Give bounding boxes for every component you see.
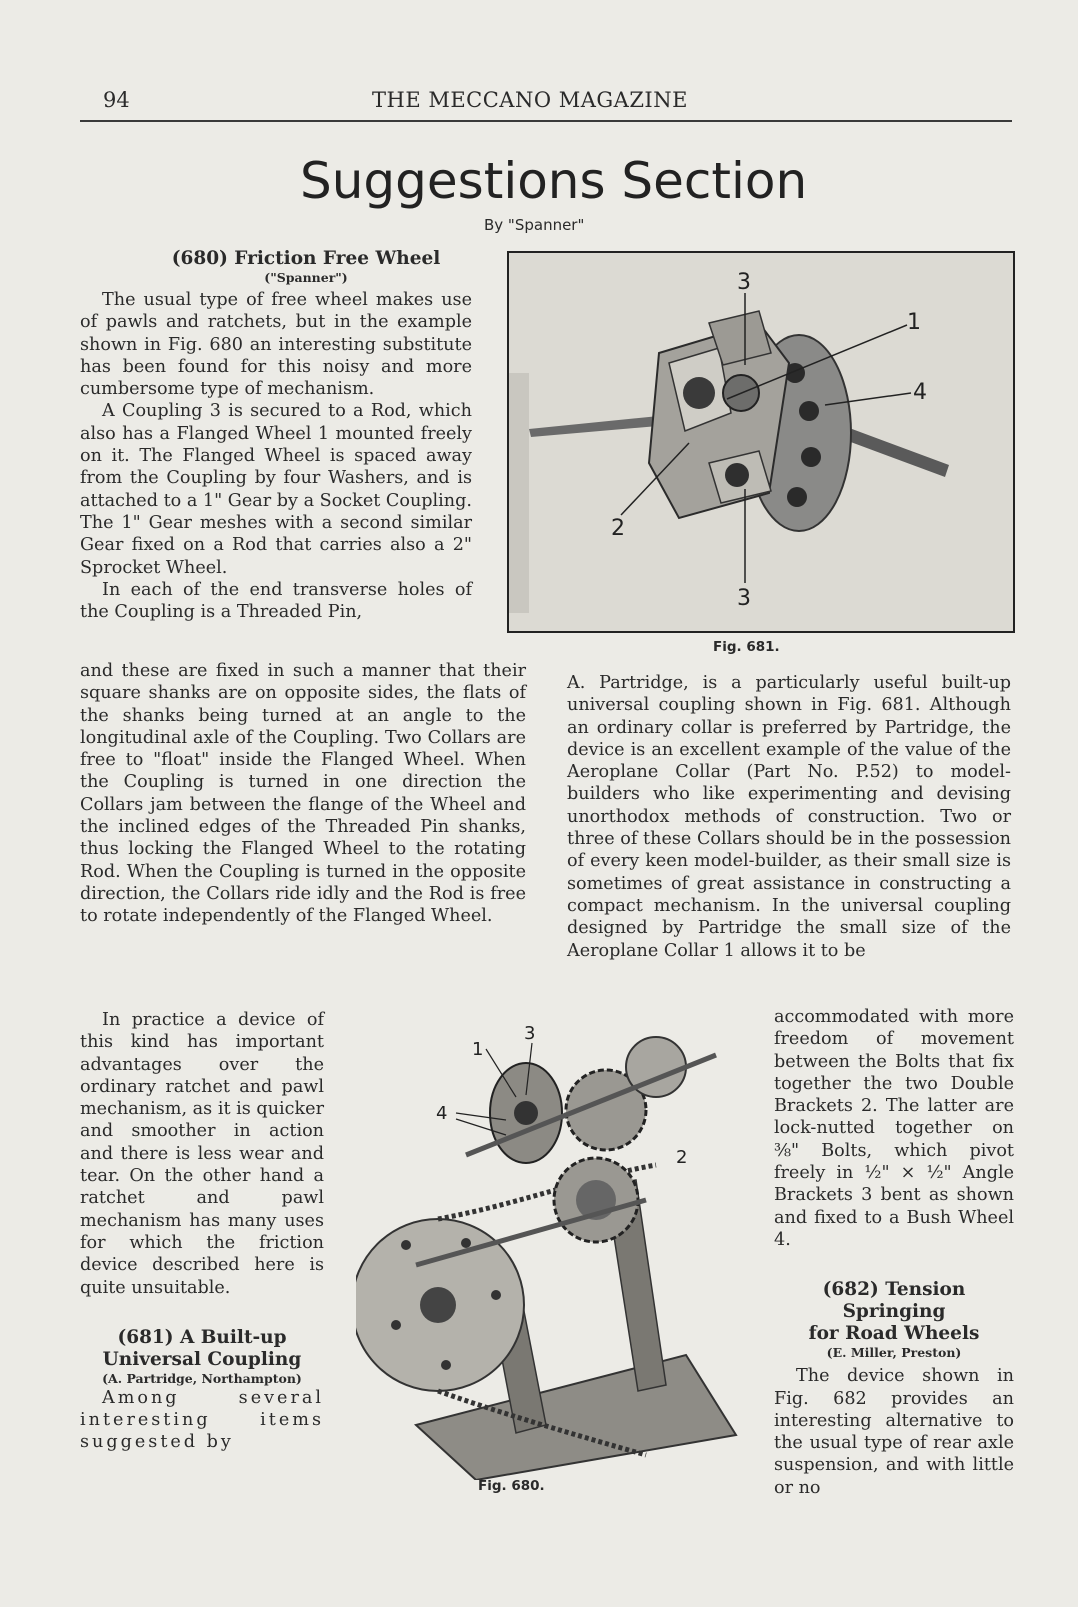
section-681-heading-1: (681) A Built-up xyxy=(117,1326,287,1348)
section-682-heading-1: (682) Tension Springing xyxy=(822,1279,966,1323)
universal-coupling-illustration xyxy=(509,253,1013,631)
section-680-p2: A Coupling 3 is secured to a Rod, which also has a Flanged Wheel 1 mounted freely on it. The Flanged Wheel is spaced away from the Coupling by four Washers, and is attached to a 1" Gear by a Socket Coupling. The 1" Gear meshes with a second similar Gear fixed on a Rod that carries also a 2" Sprocket Wheel. xyxy=(80,401,472,578)
section-680-bottom xyxy=(80,1009,324,1454)
section-680-top xyxy=(80,248,472,623)
section-681-p1c: accommodated with more freedom of movement between the Bolts that fix together the two Double Brackets 2. The latter are lock-nutted together on ⅜" Bolts, which pivot freely in ½" × ½" Angle Brackets 3 bent as shown and fixed to a Bush Wheel 4. xyxy=(774,1007,1014,1250)
section-681-heading-2: Universal Coupling xyxy=(102,1348,302,1370)
section-681-p1a: Among several interesting items suggested by xyxy=(80,1387,324,1453)
section-682-author: (E. Miller, Preston) xyxy=(826,1345,962,1361)
page-number: 94 xyxy=(103,88,130,112)
section-680-middle xyxy=(80,660,526,928)
section-682-p1: The device shown in Fig. 682 provides an interesting alternative to the usual type of rear axle suspension, and with little or no xyxy=(774,1366,1014,1498)
section-680-p1: The usual type of free wheel makes use of pawls and ratchets, but in the example shown in Fig. 680 an interesting substitute has been found for this noisy and more cumbersome type of mechanism. xyxy=(80,290,472,400)
article-byline: By "Spanner" xyxy=(484,216,585,234)
figure-681 xyxy=(507,251,1015,633)
header-rule xyxy=(80,120,1012,122)
fig680-label-4: 4 xyxy=(436,1103,448,1124)
free-wheel-illustration xyxy=(356,1025,742,1480)
fig680-label-2: 2 xyxy=(676,1147,688,1168)
section-680-p3a: In each of the end transverse holes of the Coupling is a Threaded Pin, xyxy=(80,579,472,623)
section-681-p1b: A. Partridge, is a particularly useful built-up universal coupling shown in Fig. 681. Although an ordinary collar is preferred by Partridge, the device is an excellent example of the value of the Aeroplane Collar (Part No. P.52) to model-builders who like experimenting and devising unorthodox methods of construction. Two or three of these Collars should be in the possession of every keen model-builder, as their small size is sometimes of great assistance in constructing a compact mechanism. In the universal coupling designed by Partridge the small size of the Aeroplane Collar 1 allows it to be xyxy=(567,673,1011,961)
section-682-heading-2: for Road Wheels xyxy=(808,1323,980,1345)
section-680-p4: In practice a device of this kind has important advantages over the ordinary ratchet and pawl mechanism, as it is quicker and smoother in action and there is less wear and tear. On the other hand a ratchet and pawl mechanism has many uses for which the friction device described here is quite unsuitable. xyxy=(80,1010,324,1298)
section-681-author: (A. Partridge, Northampton) xyxy=(102,1370,302,1386)
fig680-label-1: 1 xyxy=(472,1039,484,1060)
section-681-continued xyxy=(567,672,1011,962)
fig681-label-3-bottom: 3 xyxy=(737,586,751,611)
running-title: THE MECCANO MAGAZINE xyxy=(372,88,688,112)
fig681-label-2: 2 xyxy=(611,516,625,541)
fig681-label-1: 1 xyxy=(907,310,921,335)
figure-680 xyxy=(356,1025,742,1480)
figure-681-caption: Fig. 681. xyxy=(713,639,780,655)
fig681-label-4: 4 xyxy=(913,380,927,405)
section-681-end xyxy=(774,1006,1014,1499)
section-680-p3b: and these are fixed in such a manner that their square shanks are on opposite sides, the flats of the shanks being turned at an angle to the longitudinal axle of the Coupling. Two Collars are free to "float" inside the Flanged Wheel. When the Coupling is turned in one direction the Collars jam between the flange of the Wheel and the inclined edges of the Threaded Pin shanks, thus locking the Flanged Wheel to the rotating Rod. When the Coupling is turned in the opposite direction, the Collars ride idly and the Rod is free to rotate independently of the Flanged Wheel. xyxy=(80,661,526,927)
section-680-author: ("Spanner") xyxy=(264,270,348,285)
figure-680-caption: Fig. 680. xyxy=(478,1478,545,1494)
article-title: Suggestions Section xyxy=(300,152,808,210)
fig680-label-3: 3 xyxy=(524,1025,536,1044)
fig681-label-3-top: 3 xyxy=(737,270,751,295)
section-680-heading: (680) Friction Free Wheel xyxy=(171,248,441,269)
